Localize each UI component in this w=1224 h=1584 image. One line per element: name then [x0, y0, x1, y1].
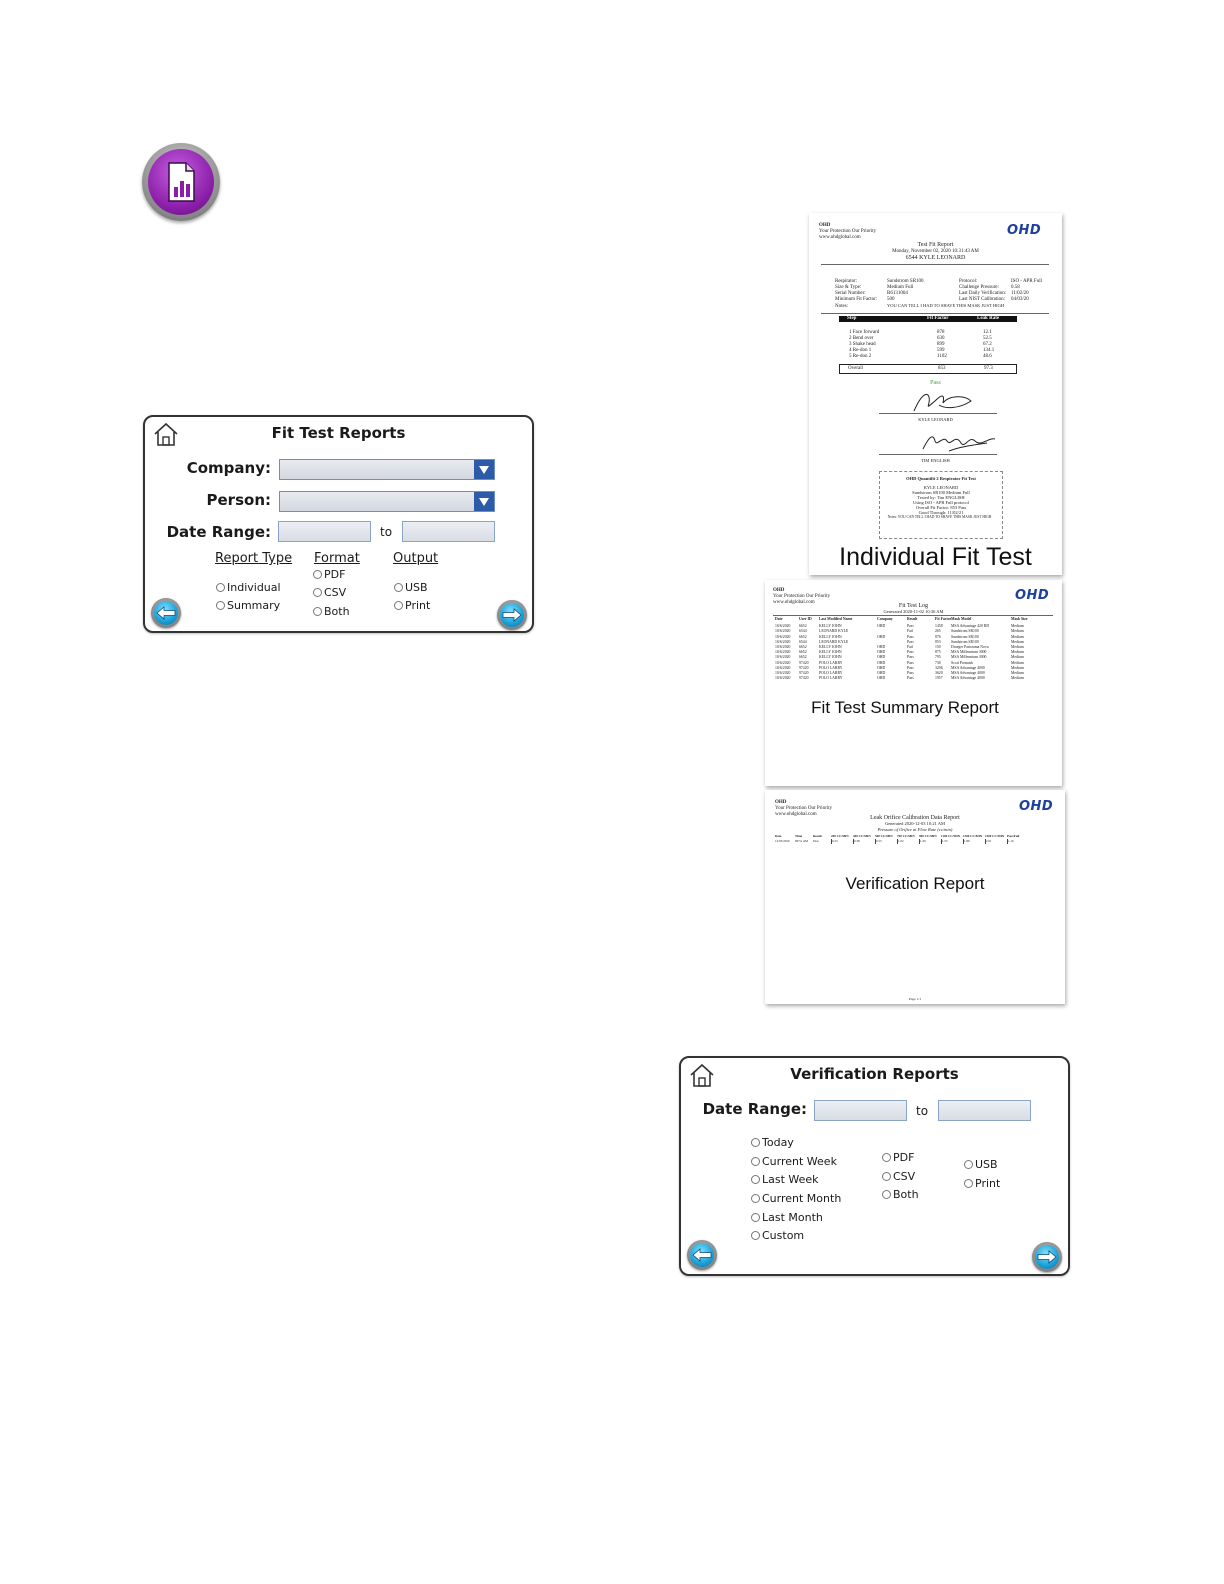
format-both-radio[interactable]: Both	[882, 1188, 919, 1201]
output-print-radio[interactable]: Print	[964, 1177, 1000, 1190]
verification-reports-panel	[679, 1056, 1070, 1276]
report-title: Test Fit Report	[917, 242, 954, 248]
report-right-fields: Protocol: ISO - APR Full Challenge Pressure: 0.58 Last Daily Verification: 11/02/20 Last NIST Calibration: 04/03/20	[959, 279, 1042, 302]
summary-report-caption: Fit Test Summary Report	[811, 698, 999, 717]
format-both-radio[interactable]: Both	[313, 605, 350, 618]
summary-table	[775, 617, 1055, 681]
ohd-logo: OHD	[1015, 588, 1050, 603]
forward-arrow-icon	[1037, 1250, 1057, 1264]
format-pdf-radio[interactable]: PDF	[882, 1151, 914, 1164]
verification-subtitle: Pressure of Orifice at Flow Rate (cc/min)	[877, 827, 953, 832]
report-type-header: Report Type	[215, 551, 293, 566]
report-person: 6544 KYLE LEONARD	[905, 255, 966, 261]
end-date-field[interactable]	[402, 521, 495, 542]
table-row: 10/6/2020 97420 POLO LARRY OHD Pass 730 Scott Promask Medium	[775, 660, 1024, 665]
report-date: Monday, November 02, 2020 10:31:43 AM	[892, 249, 979, 254]
summary-title: Fit Test Log	[898, 603, 929, 609]
table-row: 10/6/2020 6652 KELLY JOHN OHD Pass 876 Sundstrom SR100 Medium	[775, 634, 1024, 639]
result-pass: Pass	[930, 380, 941, 386]
table-row: 10/6/2020 6544 LEONARD KYLE Fail 265 Sundstrom SR100 Medium	[775, 629, 1024, 634]
person-label: Person:	[206, 491, 271, 509]
start-date-field[interactable]	[814, 1100, 907, 1121]
panel-title: Fit Test Reports	[271, 424, 406, 442]
back-button[interactable]	[151, 598, 181, 628]
report-left-fields: Respirator: Sundstrom SR100 Size & Type: Medium Full Serial Number: B6131004 Minimum Fit Factor: 500 Notes: YOU CAN TELL I HAD TO SHAVE THIS MASK JUST HIGH	[835, 279, 1005, 309]
verification-table	[775, 834, 1057, 844]
fit-test-reports-panel	[143, 415, 534, 633]
individual-fit-test-caption: Individual Fit Test	[839, 543, 1032, 571]
range-current-month-radio[interactable]: Current Month	[751, 1192, 841, 1205]
verification-report-caption: Verification Report	[845, 874, 985, 893]
to-label: to	[916, 1104, 929, 1118]
report-website: www.ohdglobal.com	[819, 235, 861, 240]
ohd-logo: OHD	[1007, 223, 1042, 238]
table-row: 10/6/2020 97420 POLO LARRY OHD Pass 3620 MSA Advantage 4000 Medium	[775, 671, 1024, 676]
table-row: 10/6/2020 6652 KELLY JOHN OHD Pass 795 MSA Millennium 3000 Medium	[775, 655, 1024, 660]
output-print-radio[interactable]: Print	[394, 599, 430, 612]
report-type-summary-radio[interactable]: Summary	[216, 599, 280, 612]
table-row: 12/03/2020 09:51 AM Pass 0.23 0.38 0.55 1.02 1.30 1.55 1.89 2.01 1.16	[775, 839, 1057, 844]
chevron-down-icon	[474, 460, 494, 479]
back-arrow-icon	[156, 606, 176, 620]
table-header: Date User ID Last Modified Name Company Result Fit Factor Mask Model Mask Size	[775, 617, 1028, 621]
table-row: 10/6/2020 6652 KELLY JOHN OHD Fail 150 Draeger Panorama Nova Medium	[775, 645, 1024, 650]
table-header: Date Time Result 200 CC/MIN 300 CC/MIN 500 CC/MIN 700 CC/MIN 900 CC/MIN 1100 CC/MIN 1300 CC/MIN 1500 CC/MIN Pass/Fail	[775, 834, 1020, 838]
reports-app-icon[interactable]	[142, 143, 220, 221]
table-row: 10/6/2020 6652 KELLY JOHN OHD Pass 1458 MSA Advantage 420 RD Medium	[775, 624, 1024, 629]
table-row: 10/6/2020 6652 KELLY JOHN OHD Pass 875 MSA Millennium 3000 Medium	[775, 650, 1024, 655]
company-dropdown[interactable]	[279, 459, 495, 480]
range-custom-radio[interactable]: Custom	[751, 1229, 804, 1242]
back-arrow-icon	[692, 1248, 712, 1262]
format-csv-radio[interactable]: CSV	[882, 1170, 915, 1183]
report-type-individual-radio[interactable]: Individual	[216, 581, 281, 594]
report-tagline: Your Protection Our Priority	[819, 229, 877, 234]
to-label: to	[380, 525, 393, 539]
report-company: OHD	[819, 223, 831, 228]
output-usb-radio[interactable]: USB	[964, 1158, 998, 1171]
individual-fit-test-report-preview	[809, 213, 1062, 575]
format-csv-radio[interactable]: CSV	[313, 586, 346, 599]
forward-button[interactable]	[1032, 1242, 1062, 1272]
chevron-down-icon	[474, 492, 494, 511]
range-last-week-radio[interactable]: Last Week	[751, 1173, 819, 1186]
signature-1-image	[909, 387, 979, 415]
range-current-week-radio[interactable]: Current Week	[751, 1155, 837, 1168]
verification-report-preview: OHD Your Protection Our Priority www.ohdglobal.com OHD Leak Orifice Calibration Data Report Generated 2020-12-03 10:21 AM Pressure of Orifice at Flow Rate (cc/min) Date Time Result 200 CC/MIN 300 CC/MIN 500 CC/MIN 700 CC/MIN 900 CC/MIN 1100 CC/MIN 1300 CC/MIN 1500 CC/MIN Pass/Fail 12/03/2020 09:51 AM Pass 0.23 0.38 0.55 1.02 1.30 1.55 1.89 2.01 1.16 Verification Report Page 1/1	[765, 790, 1065, 1004]
fit-test-summary-report-preview: OHD Your Protection Our Priority www.ohdglobal.com OHD Fit Test Log Generated 2020-11-02 10:36 AM Date User ID Last Modified Name Company Result Fit Factor Mask Model Mask Size 10/6/2020 6652 KELLY JOHN OHD Pass 1458 MSA Advantage 420 RD Medium 10/6/2020 6544 LEONARD KYLE Fail 265 Sundstrom SR100 Medium 10/6/2020 6652 KELLY JOHN OHD Pass 876 Sundstrom SR100 Medium 10/6/2020 6544 LEONARD KYLE Pass 853 Sundstrom SR100 Medium 10/6/2020 6652 KELLY JOHN OHD Fail 150 Draeger Panorama Nova Medium 10/6/2020 6652 KELLY JOHN OHD Pass 875 MSA Millennium 3000 Medium 10/6/2020 6652 KELLY JOHN OHD Pass 795 MSA Millennium 3000 Medium 10/6/2020 97420 POLO LARRY OHD Pass 730 Scott Promask Medium 10/6/2020 97420 POLO LARRY OHD Pass 3296 MSA Advantage 4000 Medium 10/6/2020 97420 POLO LARRY OHD Pass 3620 MSA Advantage 4000 Medium 10/6/2020 97420 POLO LARRY OHD Pass 1957 MSA Advantage 4000 Medium Fit Test Summary Report	[765, 580, 1062, 786]
signature-2-image	[919, 427, 999, 455]
person-dropdown[interactable]	[279, 491, 495, 512]
verification-title: Leak Orifice Calibration Data Report	[870, 815, 960, 821]
format-header: Format	[314, 551, 360, 566]
signer-1-name: KYLE LEONARD	[918, 417, 953, 422]
fit-step-table: Step Fit Factor Leak Rate 1 Face forward 878 12.1 2 Bend over 630 52.5 3 Shake head 899 67.2 4 Re-don 1 599 134.1 5 Re-don 2 1102 48.6 Overall 853 97.3	[839, 316, 1017, 374]
start-date-field[interactable]	[278, 521, 371, 542]
format-pdf-radio[interactable]: PDF	[313, 568, 345, 581]
fit-test-card: OHD Quantifit 2 Respirator Fit Test KYLE LEONARD Sundstrom SR100 Medium Full Tested by: Tim ENGLISH Using ISO - APR Full protocol Overall Fit Factor: 853 Pass Good Through: 11/02/21 Notes: YOU CAN TELL I HAD TO SHAVE THIS MASK JUST HIGH	[879, 471, 1003, 539]
date-range-label: Date Range:	[166, 523, 271, 541]
table-row: 10/6/2020 97420 POLO LARRY OHD Pass 1957 MSA Advantage 4000 Medium	[775, 676, 1024, 681]
table-row: 10/6/2020 6544 LEONARD KYLE Pass 853 Sundstrom SR100 Medium	[775, 639, 1024, 644]
output-usb-radio[interactable]: USB	[394, 581, 428, 594]
date-range-label: Date Range:	[702, 1100, 807, 1118]
report-chart-icon	[148, 149, 214, 215]
end-date-field[interactable]	[938, 1100, 1031, 1121]
forward-arrow-icon	[502, 608, 522, 622]
verification-generated: Generated 2020-12-03 10:21 AM	[884, 821, 946, 826]
page-footer: Page 1/1	[908, 997, 922, 1001]
signer-2-name: TIM ENGLISH	[921, 458, 950, 463]
summary-generated: Generated 2020-11-02 10:36 AM	[883, 609, 944, 614]
range-today-radio[interactable]: Today	[751, 1136, 794, 1149]
company-label: Company:	[186, 459, 271, 477]
ohd-logo: OHD	[1019, 799, 1054, 814]
back-button[interactable]	[687, 1240, 717, 1270]
panel-title: Verification Reports	[790, 1065, 959, 1083]
range-last-month-radio[interactable]: Last Month	[751, 1211, 823, 1224]
output-header: Output	[393, 551, 439, 566]
table-row: 10/6/2020 97420 POLO LARRY OHD Pass 3296 MSA Advantage 4000 Medium	[775, 665, 1024, 670]
forward-button[interactable]	[497, 600, 527, 630]
